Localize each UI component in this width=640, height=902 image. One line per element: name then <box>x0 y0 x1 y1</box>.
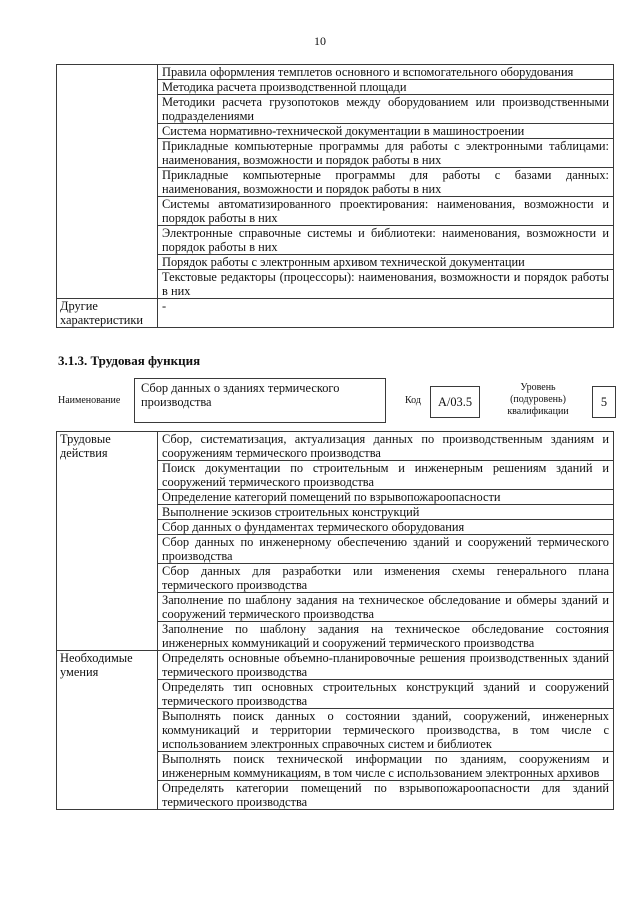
table-cell: Сбор данных для разработки или изменения схемы генерального плана термического производства <box>158 564 614 593</box>
table-cell: Определение категорий помещений по взрывопожароопасности <box>158 490 614 505</box>
table-row <box>57 432 614 461</box>
table-cell: Прикладные компьютерные программы для работы с электронными таблицами: наименования, возможности и порядок работы в них <box>158 139 614 168</box>
table-cell: Выполнять поиск данных о состоянии зданий, сооружений, инженерных коммуникаций и территории термического производства, в том числе с использованием электронных справочных систем и библиотек <box>158 709 614 752</box>
labor-actions-label: Трудовые действия <box>57 432 158 651</box>
table-cell: Поиск документации по строительным и инженерным решениям зданий и сооружений термического производства <box>158 461 614 490</box>
table-cell: Методики расчета грузопотоков между оборудованием или производственными подразделениями <box>158 95 614 124</box>
knowledge-table <box>56 64 614 328</box>
level-value: 5 <box>592 386 616 418</box>
page-number: 10 <box>314 34 326 48</box>
name-label: Наименование <box>58 395 121 406</box>
level-label: Уровень (подуровень) квалификации <box>507 382 569 417</box>
other-characteristics-label: Другие характеристики <box>57 299 158 328</box>
table-cell: Сбор данных по инженерному обеспечению зданий и сооружений термического производства <box>158 535 614 564</box>
table-cell: Сбор данных о фундаментах термического оборудования <box>158 520 614 535</box>
table-cell: Определять основные объемно-планировочные решения производственных зданий термического производства <box>158 651 614 680</box>
table-cell: Сбор, систематизация, актуализация данных по производственным зданиям и сооружениям термического производства <box>158 432 614 461</box>
function-table <box>56 431 614 810</box>
table-cell: Определять тип основных строительных конструкций зданий и сооружений термического производства <box>158 680 614 709</box>
table-row <box>57 65 614 80</box>
empty-label-cell <box>57 65 158 299</box>
table-cell: Текстовые редакторы (процессоры): наименования, возможности и порядок работы в них <box>158 270 614 299</box>
table-cell: Методика расчета производственной площади <box>158 80 614 95</box>
table-cell: Заполнение по шаблону задания на техническое обследование и обмеры зданий и сооружений термического производства <box>158 593 614 622</box>
name-value: Сбор данных о зданиях термического производства <box>134 378 386 423</box>
table-row <box>57 299 614 328</box>
table-cell: Электронные справочные системы и библиотеки: наименования, возможности и порядок работы в них <box>158 226 614 255</box>
table-cell: Система нормативно-технической документации в машиностроении <box>158 124 614 139</box>
code-label: Код <box>405 395 421 406</box>
table-row <box>57 651 614 680</box>
table-cell: Заполнение по шаблону задания на техническое обследование состояния инженерных коммуникаций и сооружений термического производства <box>158 622 614 651</box>
table-cell: Системы автоматизированного проектирования: наименования, возможности и порядок работы в них <box>158 197 614 226</box>
table-cell: Определять категории помещений по взрывопожароопасности для зданий термического производства <box>158 781 614 810</box>
other-characteristics-value: - <box>158 299 614 328</box>
table-cell: Правила оформления темплетов основного и вспомогательного оборудования <box>158 65 614 80</box>
code-value: А/03.5 <box>430 386 480 418</box>
table-cell: Прикладные компьютерные программы для работы с базами данных: наименования, возможности и порядок работы в них <box>158 168 614 197</box>
required-skills-label: Необходимые умения <box>57 651 158 810</box>
table-cell: Выполнять поиск технической информации по зданиям, сооружениям и инженерным коммуникациям, в том числе с использованием электронных архивов <box>158 752 614 781</box>
table-cell: Выполнение эскизов строительных конструкций <box>158 505 614 520</box>
section-title: 3.1.3. Трудовая функция <box>58 353 201 368</box>
table-cell: Порядок работы с электронным архивом технической документации <box>158 255 614 270</box>
